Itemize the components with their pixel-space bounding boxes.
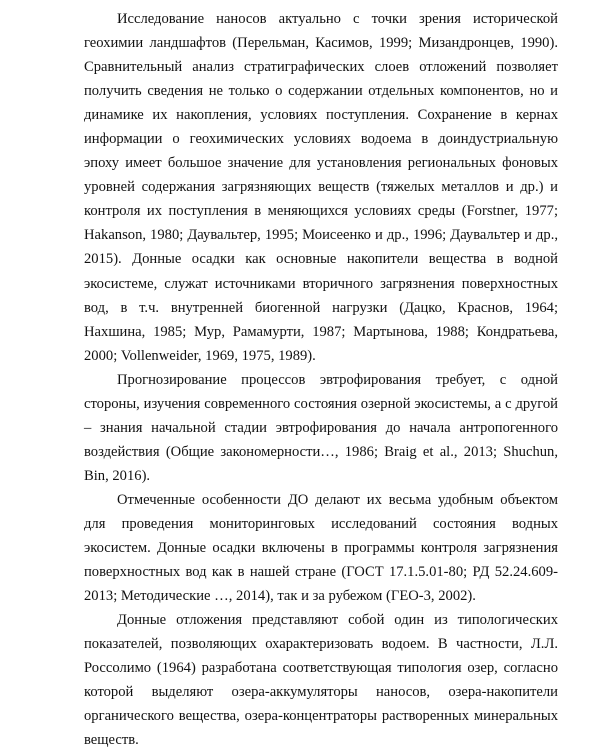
paragraph-lake-typology: Донные отложения представляют собой один из типологических показателей, позволяющих охарактеризовать водоем. В частности, Л.Л. Россолимо (1964) разработана соответствующая типология озер, согласно которой выделяют озера-аккумуляторы наносов, озера-накопители органического вещества, озера-концентраторы растворенных минеральных веществ.	[84, 612, 558, 749]
document-page	[84, 7, 558, 752]
paragraph-eutrophication-forecast: Прогнозирование процессов эвтрофирования требует, с одной стороны, изучения современного состояния озерной экосистемы, а с другой – знания начальной стадии эвтрофирования до начала антропогенного воздействия (Общие закономерности…, 1986; Braig et al., 2013; Shuchun, Bin, 2016).	[84, 371, 558, 484]
paragraph-monitoring: Отмеченные особенности ДО делают их весьма удобным объектом для проведения мониторинговых исследований состояния водных экосистем. Донные осадки включены в программы контроля загрязнения поверхностных вод как в нашей стране (ГОСТ 17.1.5.01-80; РД 52.24.609-2013; Методические …, 2014), так и за рубежом (ГЕО-3, 2002).	[84, 491, 558, 605]
paragraph-sediment-research: Исследование наносов актуально с точки зрения исторической геохимии ландшафтов (Перельман, Касимов, 1999; Мизандронцев, 1990). Сравнительный анализ стратиграфических слоев отложений позволяет получить сведения не только о содержании отдельных компонентов, но и динамике их накопления, условиях поступления. Сохранение в кернах информации о геохимических условиях водоема в доиндустриальную эпоху имеет большое значение для установления региональных фоновых уровней содержания загрязняющих веществ (тяжелых металлов и др.) и контроля их поступления в меняющихся условиях среды (Forstner, 1977; Hakanson, 1980; Даувальтер, 1995; Моисеенко и др., 1996; Даувальтер и др., 2015). Донные осадки как основные накопители вещества в водной экосистеме, служат источниками вторичного загрязнения поверхностных вод, в т.ч. внутренней биогенной нагрузки (Дацко, Краснов, 1964; Нахшина, 1985; Мур, Рамамурти, 1987; Мартынова, 1988; Кондратьева, 2000; Vollenweider, 1969, 1975, 1989).	[84, 11, 558, 364]
